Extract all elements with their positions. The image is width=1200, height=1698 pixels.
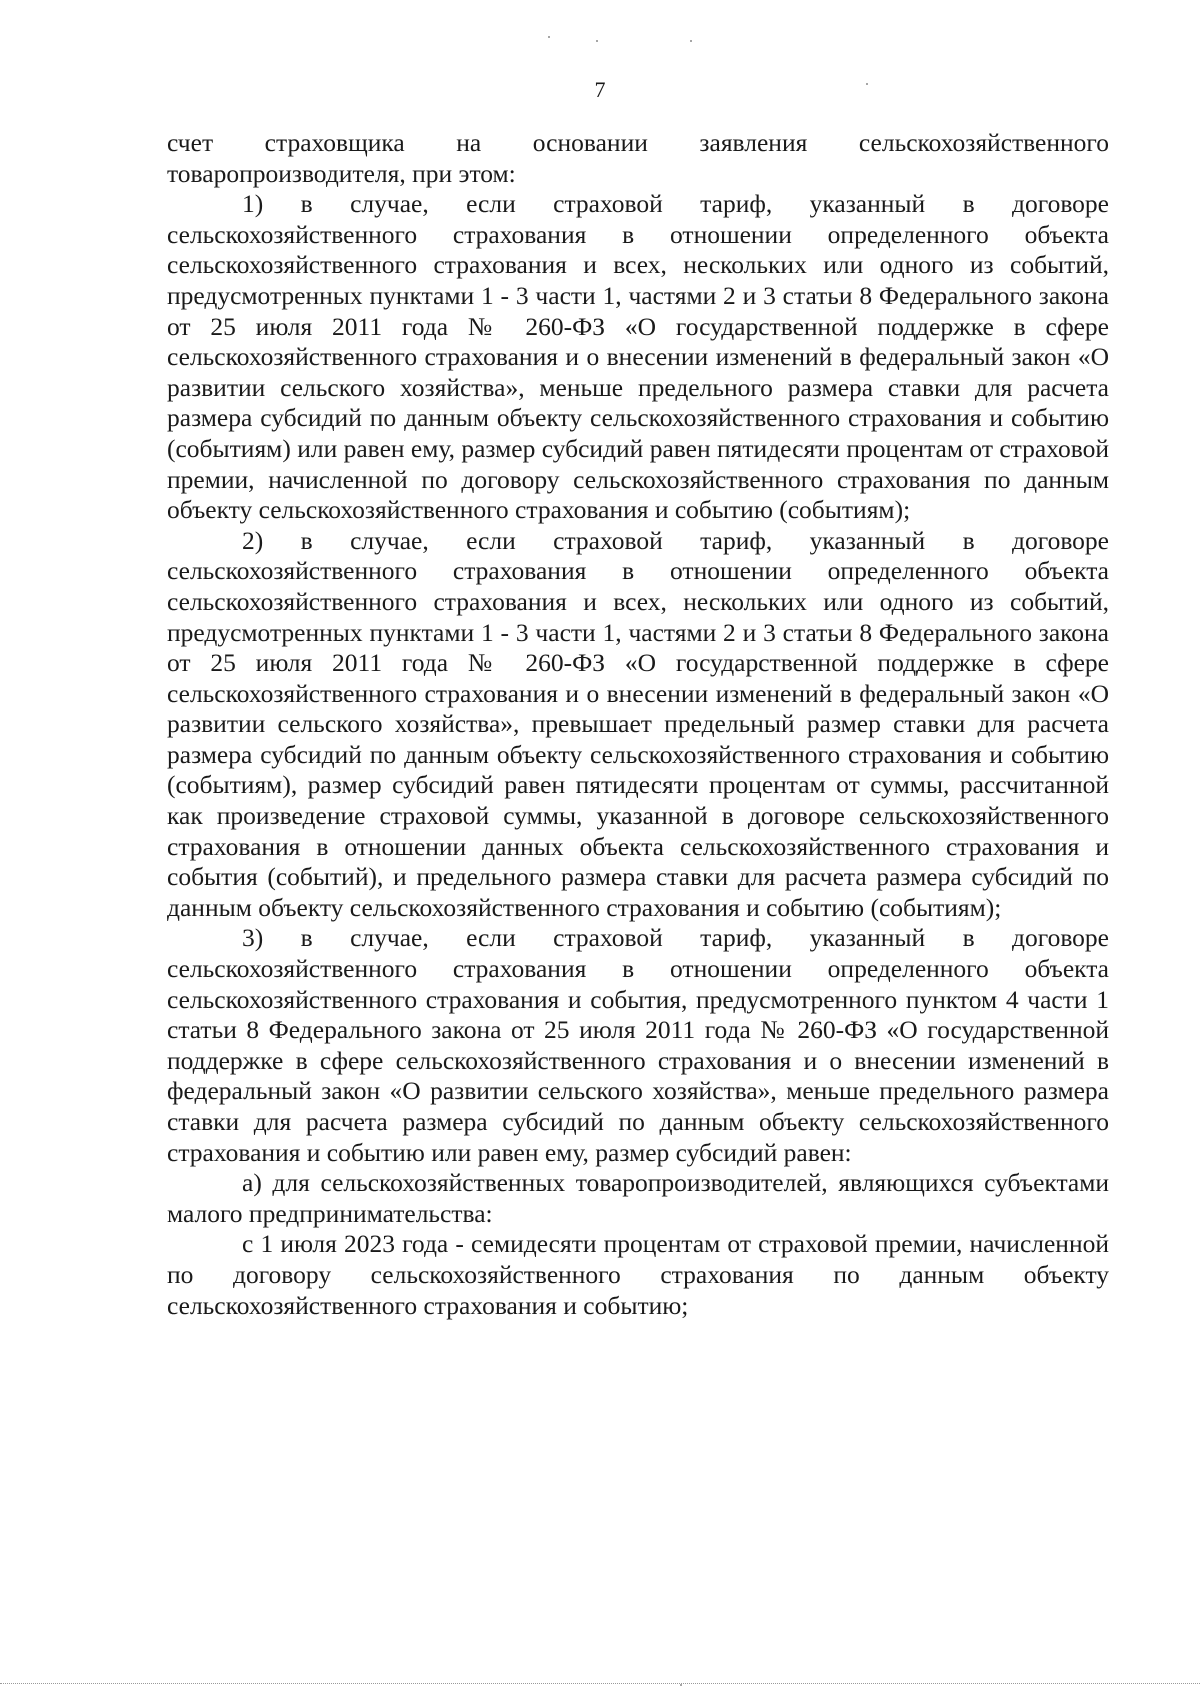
scan-speck xyxy=(690,40,692,42)
paragraph-item-2: 2) в случае, если страховой тариф, указанный в договоре сельскохозяйственного страхования в отношении определенного объекта сельскохозяйственного страхования и всех, нескольких или одного из событий, предусмотренных пунктами 1 - 3 части 1, частями 2 и 3 статьи 8 Федерального закона от 25 июля 2011 года № 260-ФЗ «О государственной поддержке в сфере сельскохозяйственного страхования и о внесении изменений в федеральный закон «О развитии сельского хозяйства», превышает предельный размер ставки для расчета размера субсидий по данным объекту сельскохозяйственного страхования и событию (событиям), размер субсидий равен пятидесяти процентам от суммы, рассчитанной как произведение страховой суммы, указанной в договоре сельскохозяйственного страхования в отношении данных объекта сельскохозяйственного страхования и события (событий), и предельного размера ставки для расчета размера субсидий по данным объекту сельскохозяйственного страхования и событию (событиям); xyxy=(167,525,1109,922)
scan-speck xyxy=(548,36,550,38)
paragraph-item-3: 3) в случае, если страховой тариф, указанный в договоре сельскохозяйственного страхования в отношении определенного объекта сельскохозяйственного страхования и события, предусмотренного пунктом 4 части 1 статьи 8 Федерального закона от 25 июля 2011 года № 260-ФЗ «О государственной поддержке в сфере сельскохозяйственного страхования и о внесении изменений в федеральный закон «О развитии сельского хозяйства», меньше предельного размера ставки для расчета размера субсидий по данным объекту сельскохозяйственного страхования и событию или равен ему, размер субсидий равен: xyxy=(167,923,1109,1167)
paragraph-item-1: 1) в случае, если страховой тариф, указанный в договоре сельскохозяйственного страхования в отношении определенного объекта сельскохозяйственного страхования и всех, нескольких или одного из событий, предусмотренных пунктами 1 - 3 части 1, частями 2 и 3 статьи 8 Федерального закона от 25 июля 2011 года № 260-ФЗ «О государственной поддержке в сфере сельскохозяйственного страхования и о внесении изменений в федеральный закон «О развитии сельского хозяйства», меньше предельного размера ставки для расчета размера субсидий по данным объекту сельскохозяйственного страхования и событию (событиям) или равен ему, размер субсидий равен пятидесяти процентам от страховой премии, начисленной по договору сельскохозяйственного страхования по данным объекту сельскохозяйственного страхования и событию (событиям); xyxy=(167,189,1109,525)
scan-edge-line xyxy=(0,1683,1200,1684)
paragraph-intro: счет страховщика на основании заявления сельскохозяйственного товаропроизводителя, при этом: xyxy=(167,128,1109,188)
scan-speck xyxy=(680,1684,682,1686)
scan-speck xyxy=(866,83,868,85)
paragraph-subitem-a: а) для сельскохозяйственных товаропроизводителей, являющихся субъектами малого предпринимательства: xyxy=(167,1168,1109,1228)
paragraph-date-clause: с 1 июля 2023 года - семидесяти процентам от страховой премии, начисленной по договору сельскохозяйственного страхования по данным объекту сельскохозяйственного страхования и событию; xyxy=(167,1229,1109,1320)
page-number: 7 xyxy=(594,77,606,102)
document-body xyxy=(167,128,1109,1321)
scan-speck xyxy=(596,40,598,42)
